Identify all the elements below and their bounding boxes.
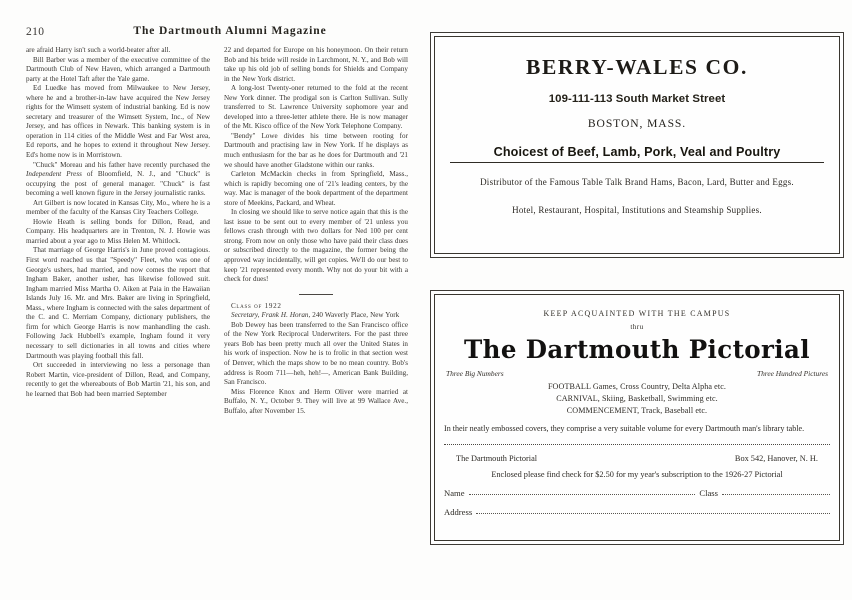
class-secretary-line bbox=[224, 311, 408, 321]
class-heading-label: Class of 1922 bbox=[231, 301, 282, 310]
paragraph: "Chuck" Moreau and his father have recently purchased the Independent Press of Bloomfield, N. J., and "Chuck" is occupying the post of general manager. "Chuck" is fast becoming a well known figure in the Jersey journalistic ranks. bbox=[26, 160, 210, 198]
coupon-address-label: Address bbox=[444, 506, 473, 517]
pictorial-right-tag: Three Hundred Pictures bbox=[756, 369, 828, 378]
pictorial-contents-item: COMMENCEMENT, Track, Baseball etc. bbox=[566, 406, 708, 416]
pictorial-taglines-row bbox=[446, 369, 828, 378]
pictorial-contents-item: CARNIVAL, Skiing, Basketball, Swimming etc. bbox=[556, 394, 718, 404]
paragraph: 22 and departed for Europe on his honeymoon. On their return Bob and his bride will reside in Larchmont, N. Y., and Bob will take up his old job of selling bonds for Shields and Company in the New York district. bbox=[224, 46, 408, 83]
coupon-address-input[interactable] bbox=[476, 506, 830, 514]
paragraph: Art Gilbert is now located in Kansas City, Mo., where he is a member of the faculty of the Kansas City Teachers College. bbox=[26, 198, 210, 217]
paragraph: A long-lost Twenty-oner returned to the fold at the recent New York dinner. The prodigal son is Carlton Sullivan. Sully transferred to St. Lawrence University sophomore year and developed into a three-letter athlete there. He is now manager of the Mt. Kisco office of the New York Telephone Company. bbox=[224, 84, 408, 131]
paragraph: Bill Barber was a member of the executive committee of the Dartmouth Club of New Haven, which arranged a Dartmouth party at the Hotel Taft after the Yale game. bbox=[26, 55, 210, 83]
coupon-header-row bbox=[444, 454, 830, 463]
coupon-name-input[interactable] bbox=[469, 487, 696, 495]
pictorial-left-tag: Three Big Numbers bbox=[446, 369, 504, 378]
paragraph: In closing we should like to serve notice again that this is the last issue to be sent out to every member of '21 unless you fellows crash through with two dollars for Ned 100 per cent strong. From now on only those who have paid their class dues or subscribed directly to the magazine, the former being the approved way incidentally, will get copies. We'll do our best to keep '21 represented every month. Why not do your bit with a check for dues! bbox=[224, 208, 408, 284]
coupon-class-input[interactable] bbox=[722, 487, 830, 495]
page-number: 210 bbox=[26, 26, 45, 38]
magazine-text-half bbox=[0, 0, 420, 600]
pictorial-title: The Dartmouth Pictorial bbox=[464, 335, 810, 364]
left-text-column bbox=[26, 46, 210, 416]
page-header bbox=[26, 26, 406, 42]
dartmouth-pictorial-content bbox=[444, 301, 830, 536]
paragraph: Carleton McMackin checks in from Springfield, Mass., which is rapidly becoming one of '21's leading centers, by the way. Mac is manager of the book department of the department store of Meekins, Packard, and Wheat. bbox=[224, 170, 408, 207]
secretary-name: Secretary, Frank H. Horan, bbox=[231, 311, 311, 320]
paragraph: are afraid Harry isn't such a world-beater after all. bbox=[26, 46, 171, 54]
pictorial-blurb: In their neatly embossed covers, they comprise a very suitable volume for every Dartmouth man's library table. bbox=[444, 423, 805, 433]
running-title: The Dartmouth Alumni Magazine bbox=[133, 25, 327, 37]
middle-text-column bbox=[224, 46, 408, 416]
italic-publication-title: Independent Press bbox=[26, 170, 82, 179]
coupon-class-label: Class bbox=[699, 487, 718, 498]
coupon-name-row bbox=[444, 488, 830, 498]
secretary-address: 240 Waverly Place, New York bbox=[312, 311, 400, 320]
advertisements-half bbox=[425, 0, 852, 600]
paragraph: Ed Luedke has moved from Milwaukee to New Jersey, where he and a brother-in-law have acquired the New Jersey rights for the Wimsett system of industrial banking. Ed is now secretary and treasurer of the Wimsett System, Inc., of New Jersey, and has offices in Newark. This banking system is in operation in 114 cities of the Middle West and Far West area, Ed reports, and he hopes to extend it throughout New Jersey. Ed's home now is in Morristown. bbox=[26, 84, 210, 160]
paragraph: Howie Heath is selling bonds for Dillon, Read, and Company. His headquarters are in Trenton, N. J. Howie was married about a year ago to Miss Helen M. Whitlock. bbox=[26, 217, 210, 245]
pictorial-thru-word: thru bbox=[630, 323, 644, 331]
coupon-mailing-address: Box 542, Hanover, N. H. bbox=[734, 453, 818, 463]
coupon-publication-name: The Dartmouth Pictorial bbox=[456, 453, 538, 463]
pictorial-contents-item: FOOTBALL Games, Cross Country, Delta Alpha etc. bbox=[547, 382, 727, 391]
berry-wales-content bbox=[444, 43, 830, 249]
paragraph: Miss Florence Knox and Herm Oliver were married at Buffalo, N. Y., October 9. They will live at 99 Wallace Ave., Buffalo, after November 15. bbox=[224, 387, 408, 415]
coupon-enclosed-line: Enclosed please find check for $2.50 for my year's subscription to the 1926-27 Pictorial bbox=[491, 469, 783, 479]
berry-wales-city: BOSTON, MASS. bbox=[587, 117, 687, 130]
class-heading bbox=[224, 302, 408, 312]
pictorial-contents-list bbox=[444, 381, 830, 418]
paragraph: "Bendy" Lowe divides his time between rooting for Dartmouth and practising law in New York. If he displays as much enthusiasm for the bar as he does for Dartmouth and '21 we should have another Gladstone within our ranks. bbox=[224, 131, 408, 169]
berry-wales-street-address: 109-111-113 South Market Street bbox=[548, 93, 726, 105]
pictorial-tagline: KEEP ACQUAINTED WITH THE CAMPUS bbox=[543, 309, 731, 318]
berry-wales-supplies-line: Hotel, Restaurant, Hospital, Institutions and Steamship Supplies. bbox=[512, 204, 762, 215]
coupon-address-row bbox=[444, 507, 830, 517]
berry-wales-company-name: BERRY-WALES CO. bbox=[526, 55, 748, 79]
paragraph: Bob Dewey has been transferred to the San Francisco office of the New York Reciprocal Underwriters. For the past three years Bob has been pretty much all over the United States in his work of inspection. Now he is to frolic in that section west of Denver, which the maps show to be no mean country. Bob's address is Room 711—heh, heh!—, American Bank Building, San Francisco. bbox=[224, 320, 408, 387]
section-divider-rule bbox=[299, 294, 333, 295]
berry-wales-headline: Choicest of Beef, Lamb, Pork, Veal and Poultry bbox=[450, 145, 824, 163]
berry-wales-distributor-line: Distributor of the Famous Table Talk Brand Hams, Bacon, Lard, Butter and Eggs. bbox=[480, 177, 794, 187]
paragraph: Ort succeeded in interviewing no less a personage than Robert Martin, vice-president of Dillon, Read, and Company, recently to get the whereabouts of Bob Martin '21, his son, and he learned that Bob had been married September bbox=[26, 361, 210, 398]
coupon-name-label: Name bbox=[444, 487, 465, 498]
berry-wales-advertisement bbox=[430, 32, 844, 258]
dartmouth-pictorial-advertisement bbox=[430, 290, 844, 545]
coupon-tear-line bbox=[444, 444, 830, 445]
text-columns bbox=[26, 46, 408, 416]
paragraph: That marriage of George Harris's in June proved contagious. First word reached us that "Speedy" Fleet, who was one of George's ushers, had married, and now comes the report that Ingham Baker, another usher, has likewise followed suit. Ingham married Miss Martha O. Aiken at Paia in the Hawaiian Islands July 16. Mr. and Mrs. Baker are living in Springfield, Mass., where Ingham is connected with the sales department of the C. and C. Merriam Company, dictionary publishers, the firm for which George Harris is now manhandling the cash. Following Jack Hubbell's example, Ingham found it very necessary to sell dictionaries in all towns and cities where Dartmouth was playing football this fall. bbox=[26, 246, 210, 360]
